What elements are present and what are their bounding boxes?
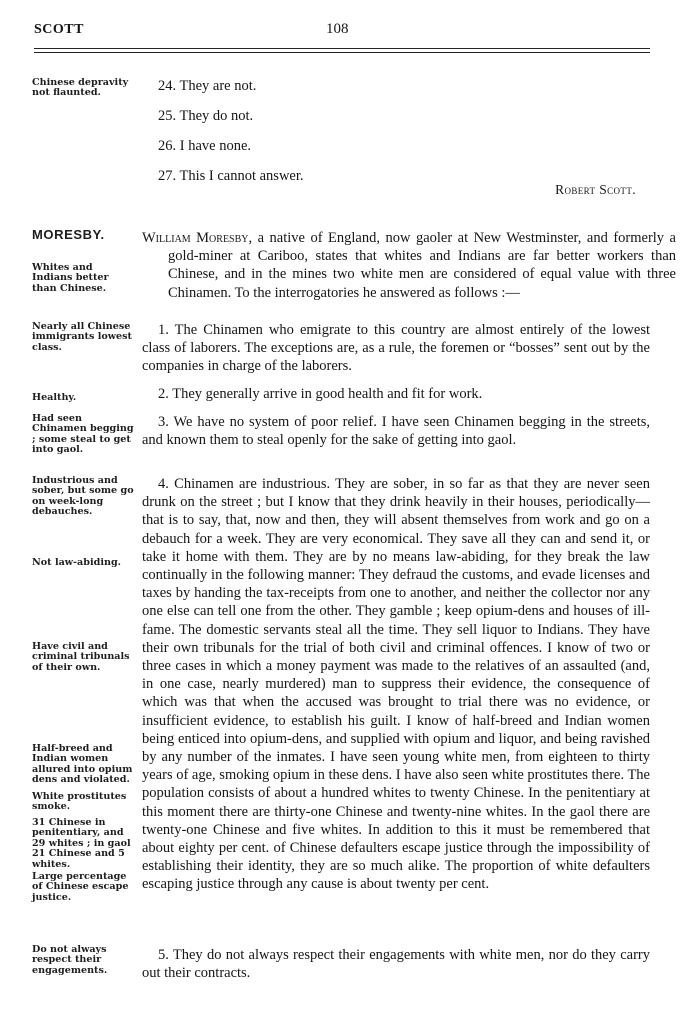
intro-text: a native of England, now gaoler at New Westminster, and formerly a gold-miner at Cariboo, states that whites and Indians are far better workers than Chinese, and in the mines two white men are considered of equal value with three Chinamen. To the interrogatories he answered as follows :— [168,230,676,301]
paragraph-4: 4. Chinamen are industrious. They are sober, in so far as that they are never seen drunk on the street ; but I know that they drink heavily in their houses, periodically—that is to say, that, now and then, they will absent themselves from work and go on a debauch for a week. They are very economical. They save all they can and send it, or take it home with them. They are by no means law-abiding, for they break the law continually in the following manner: They defraud the customs, and evade licenses and taxes by handing the tax-receipts from one to another, and neither the collector nor any one else can tell one from the other. They gamble ; keep opium-dens and houses of ill-fame. The domestic servants steal all the time. They sell liquor to Indians. They have their own tribunals for the trial of both civil and criminal offences. I know of two or three cases in which a money payment was made to the relatives of an assaulted (and, in one case, nearly murdered) man to suppress their evidence, the consequence of which was that when the accused was brought to trial there was no evidence, or insufficient evidence, to establish his guilt. I know of half-breed and Indian women being enticed into opium-dens, and supplied with opium and liquor, and being ravished by any number of the inmates. I have seen young white men, from eighteen to thirty years of age, smoking opium in these dens. I have also seen white prostitutes there. The population consists of about a hundred whites to twenty Chinese. In the penitentiary at this moment there are thirty-one Chinese and twenty-nine whites. In the gaol there are twenty-one Chinese and five whites. In addition to this it must be remembered that about eighty per cent. of Chinese defaulters escape justice through the impossibility of establishing their identity, they are so much alike. The proportion of white defaulters escaping justice through any cause is about twenty per cent. [142,476,650,893]
side-note-half-breed: Half-breed and Indian women allured into opium dens and violated. [32,743,133,786]
side-note-not-law-abiding: Not law-abiding. [32,557,121,568]
witness-name: William Moresby, [142,230,253,246]
side-note-healthy: Healthy. [32,392,77,403]
page-number: 108 [326,21,349,37]
answer-27: 27. This I cannot answer. [158,168,304,184]
paragraph-2: 2. They generally arrive in good health and fit for work. [158,386,483,402]
side-note-chinese-depravity: Chinese depravity not flaunted. [32,77,129,99]
running-title: SCOTT [34,22,84,37]
side-note-industrious: Industrious and sober, but some go on week-long debauches. [32,475,134,518]
side-note-whites-indians: Whites and Indians better than Chinese. [32,262,109,294]
paragraph-1: 1. The Chinamen who emigrate to this country are almost entirely of the lowest class of laborers. The exceptions are, as a rule, the foremen or “bosses” sent out by the companies in charge of the laborers. [142,322,650,375]
signature-robert-scott: Robert Scott. [555,182,636,197]
intro-paragraph [142,229,676,302]
header-rule-top [34,48,650,49]
side-note-engagements: Do not always respect their engagements. [32,944,108,976]
section-side-title: MORESBY. [32,227,105,242]
header-rule-bottom [34,52,650,53]
side-note-begging: Had seen Chinamen begging ; some steal to get into gaol. [32,413,134,456]
paragraph-5: 5. They do not always respect their engagements with white men, nor do they carry out their contracts. [142,947,650,982]
side-note-lowest-class: Nearly all Chinese immigrants lowest class. [32,321,132,353]
side-note-large-percentage: Large percentage of Chinese escape justice. [32,871,129,903]
answer-26: 26. I have none. [158,138,252,154]
side-note-penitentiary: 31 Chinese in penitentiary, and 29 whites ; in gaol 21 Chinese and 5 whites. [32,817,131,870]
answer-25: 25. They do not. [158,108,254,124]
answer-24: 24. They are not. [158,78,257,94]
paragraph-3: 3. We have no system of poor relief. I have seen Chinamen begging in the streets, and known them to steal openly for the sake of getting into gaol. [142,414,650,449]
side-note-white-prostitutes: White prostitutes smoke. [32,791,127,813]
side-note-tribunals: Have civil and criminal tribunals of their own. [32,641,130,673]
